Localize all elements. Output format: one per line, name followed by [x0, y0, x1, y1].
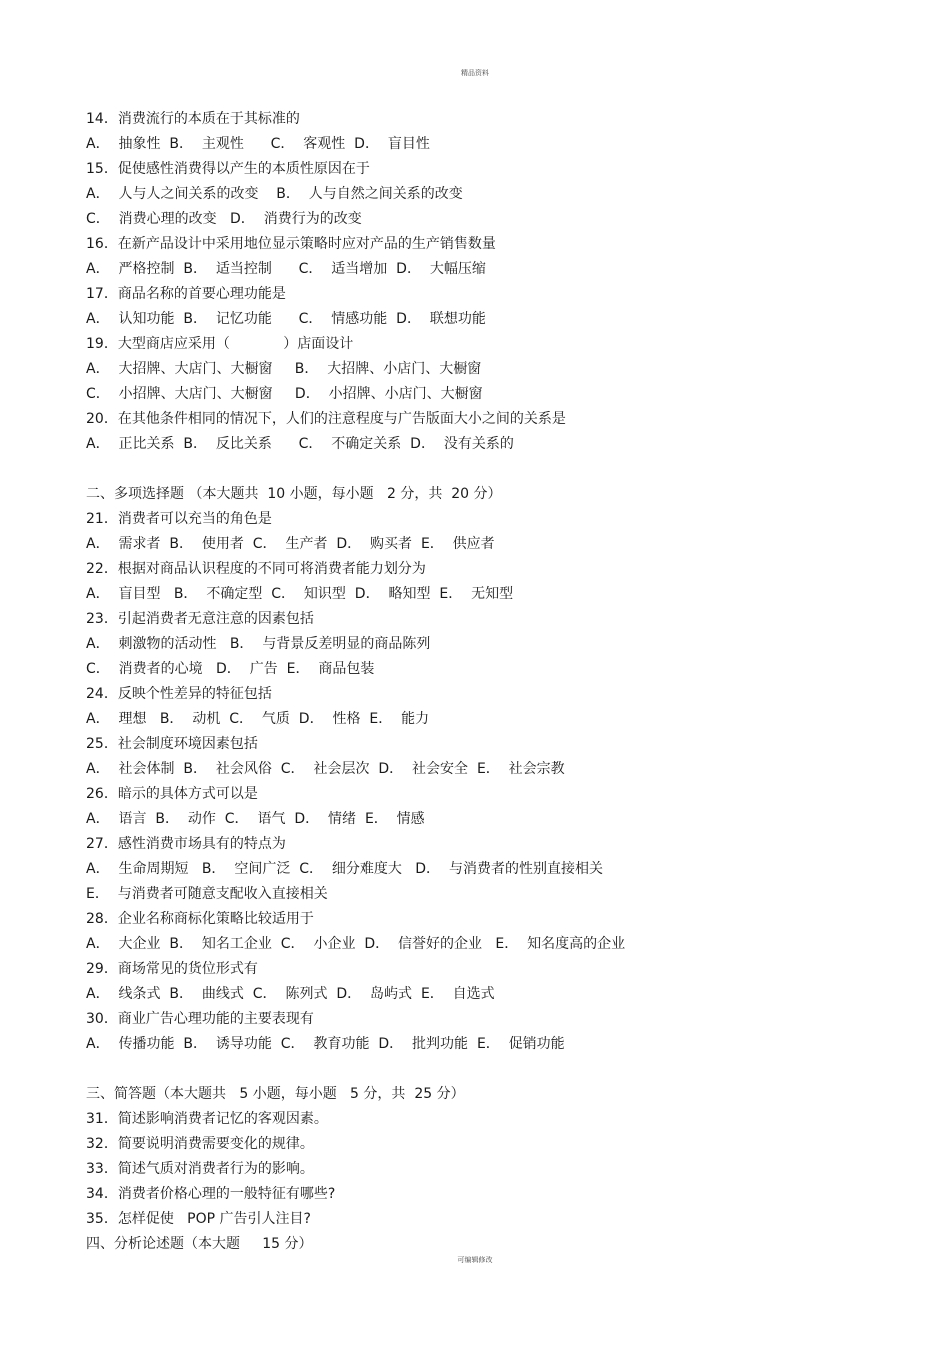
answer-options: A． 传播功能 B． 诱导功能 C． 教育功能 D． 批判功能 E． 促销功能 — [86, 1036, 565, 1052]
section-heading: 三、简答题（本大题共 5 小题，每小题 5 分，共 25 分） — [86, 1086, 465, 1102]
question-stem: 28．企业名称商标化策略比较适用于 — [86, 911, 314, 927]
answer-options: A． 人与人之间关系的改变 B． 人与自然之间关系的改变 — [86, 186, 463, 202]
answer-options: C． 消费心理的改变 D． 消费行为的改变 — [86, 211, 362, 227]
question-stem: 17．商品名称的首要心理功能是 — [86, 286, 286, 302]
question-stem: 15．促使感性消费得以产生的本质性原因在于 — [86, 161, 370, 177]
answer-options: A． 大招牌、大店门、大橱窗 B． 大招牌、小店门、大橱窗 — [86, 361, 482, 377]
question-stem: 24．反映个性差异的特征包括 — [86, 686, 272, 702]
question-stem: 20．在其他条件相同的情况下，人们的注意程度与广告版面大小之间的关系是 — [86, 411, 566, 427]
section-heading: 四、分析论述题（本大题 15 分） — [86, 1236, 313, 1252]
answer-options: A． 生命周期短 B． 空间广泛 C． 细分难度大 D． 与消费者的性别直接相关 — [86, 861, 603, 877]
answer-options: A． 正比关系 B． 反比关系 C． 不确定关系 D． 没有关系的 — [86, 436, 514, 452]
answer-options: A． 刺激物的活动性 B． 与背景反差明显的商品陈列 — [86, 636, 431, 652]
question-stem: 25．社会制度环境因素包括 — [86, 736, 258, 752]
answer-options: A． 线条式 B． 曲线式 C． 陈列式 D． 岛屿式 E． 自选式 — [86, 986, 495, 1002]
answer-options: E． 与消费者可随意支配收入直接相关 — [86, 886, 328, 902]
answer-options: A． 抽象性 B． 主观性 C． 客观性 D． 盲目性 — [86, 136, 430, 152]
document-body — [86, 107, 906, 1257]
question-stem: 33．简述气质对消费者行为的影响。 — [86, 1161, 314, 1177]
section-heading: 二、多项选择题 （本大题共 10 小题，每小题 2 分，共 20 分） — [86, 486, 502, 502]
answer-options: A． 认知功能 B． 记忆功能 C． 情感功能 D． 联想功能 — [86, 311, 486, 327]
question-stem: 23．引起消费者无意注意的因素包括 — [86, 611, 314, 627]
answer-options: A． 严格控制 B． 适当控制 C． 适当增加 D． 大幅压缩 — [86, 261, 486, 277]
page-header: 精品资料 — [461, 69, 489, 77]
question-stem: 22．根据对商品认识程度的不同可将消费者能力划分为 — [86, 561, 426, 577]
question-stem: 32．简要说明消费需要变化的规律。 — [86, 1136, 314, 1152]
answer-options: A． 盲目型 B． 不确定型 C． 知识型 D． 略知型 E． 无知型 — [86, 586, 514, 602]
answer-options: C． 消费者的心境 D． 广告 E． 商品包装 — [86, 661, 375, 677]
question-stem: 30．商业广告心理功能的主要表现有 — [86, 1011, 314, 1027]
question-stem: 19．大型商店应采用（ ）店面设计 — [86, 336, 354, 352]
question-stem: 21．消费者可以充当的角色是 — [86, 511, 272, 527]
question-stem: 34．消费者价格心理的一般特征有哪些? — [86, 1186, 336, 1202]
question-stem: 31．简述影响消费者记忆的客观因素。 — [86, 1111, 328, 1127]
page-footer: 可编辑修改 — [457, 1256, 493, 1264]
question-stem: 29．商场常见的货位形式有 — [86, 961, 258, 977]
answer-options: A． 理想 B． 动机 C． 气质 D． 性格 E． 能力 — [86, 711, 430, 727]
answer-options: C． 小招牌、大店门、大橱窗 D． 小招牌、小店门、大橱窗 — [86, 386, 483, 402]
answer-options: A． 语言 B． 动作 C． 语气 D． 情绪 E． 情感 — [86, 811, 425, 827]
answer-options: A． 需求者 B． 使用者 C． 生产者 D． 购买者 E． 供应者 — [86, 536, 495, 552]
question-stem: 14．消费流行的本质在于其标准的 — [86, 111, 300, 127]
answer-options: A． 大企业 B． 知名工企业 C． 小企业 D． 信誉好的企业 E． 知名度高的企业 — [86, 936, 626, 952]
question-stem: 26．暗示的具体方式可以是 — [86, 786, 258, 802]
blank-line — [86, 457, 906, 482]
question-stem: 16．在新产品设计中采用地位显示策略时应对产品的生产销售数量 — [86, 236, 496, 252]
answer-options: A． 社会体制 B． 社会风俗 C． 社会层次 D． 社会安全 E． 社会宗教 — [86, 761, 565, 777]
question-stem: 27．感性消费市场具有的特点为 — [86, 836, 286, 852]
blank-line — [86, 1057, 906, 1082]
question-stem: 35．怎样促使 POP 广告引人注目? — [86, 1211, 311, 1227]
